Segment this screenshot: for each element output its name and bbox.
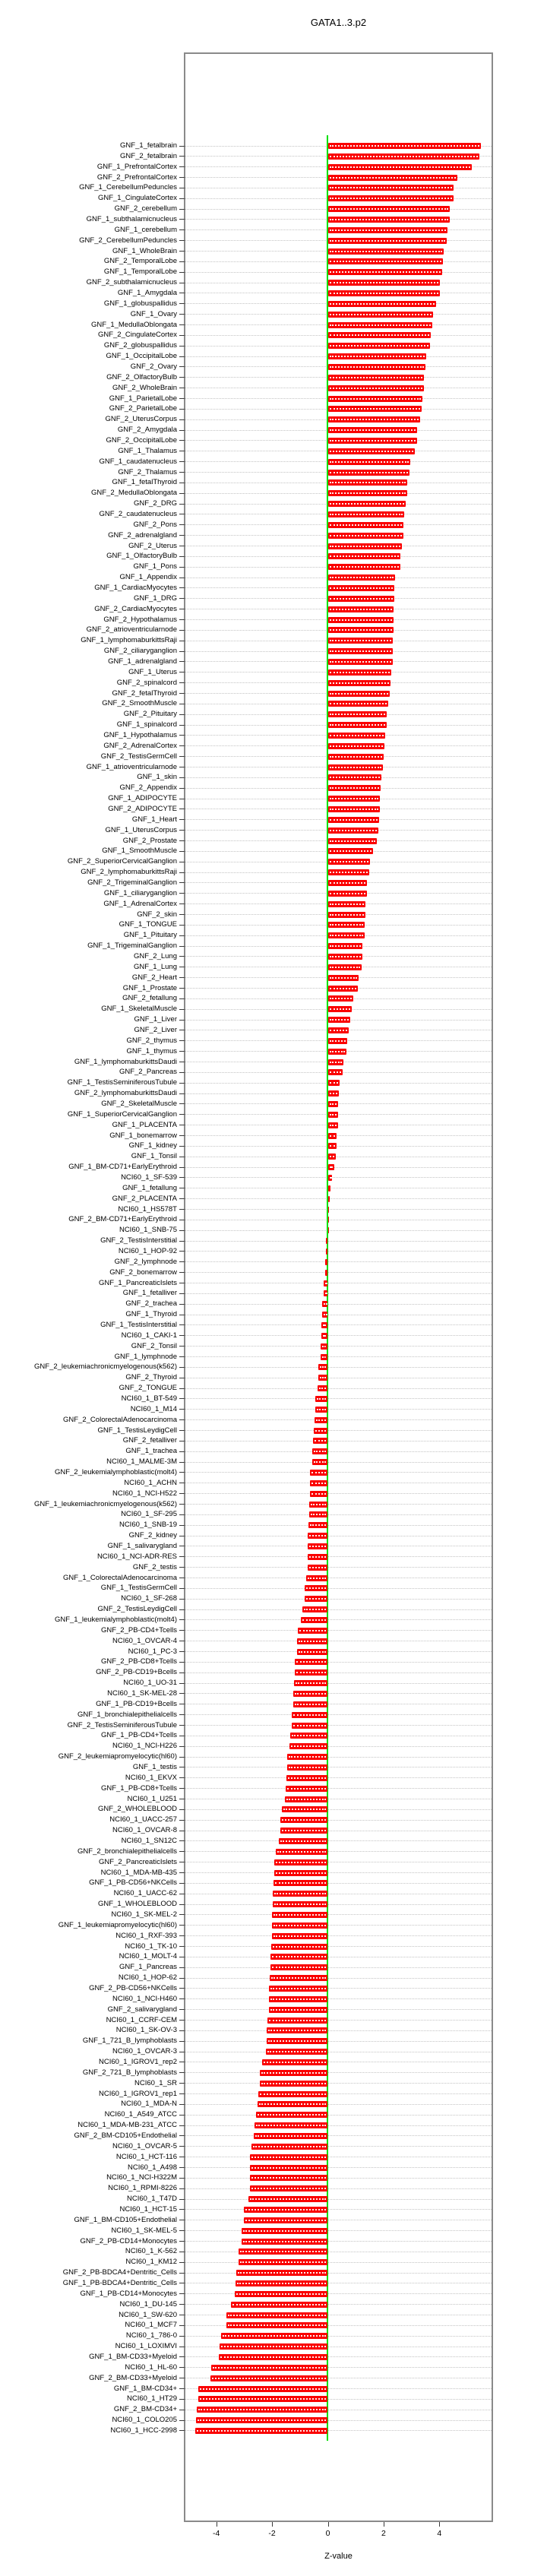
x-axis-tick-label: -4: [213, 2529, 220, 2538]
chart-title: GATA1..3.p2: [310, 17, 367, 28]
row-label: NCI60_1_SF-295: [121, 1510, 177, 1519]
x-axis-tick: [272, 2522, 273, 2527]
row-label: GNF_1_ADIPOCYTE: [108, 794, 177, 803]
row-label: GNF_1_caudatenucleus: [99, 457, 177, 466]
row-label: GNF_2_Liver: [134, 1025, 177, 1034]
row-label: GNF_1_TrigeminalGanglion: [87, 941, 177, 951]
row-label: NCI60_1_M14: [130, 1404, 177, 1413]
row-label: GNF_1_BM-CD105+Endothelial: [74, 2215, 177, 2224]
row-label: GNF_2_PB-CD19+Bcells: [96, 1668, 177, 1677]
row-label: NCI60_1_HS578T: [118, 1204, 177, 1214]
x-axis-tick-label: 4: [437, 2529, 442, 2538]
row-label: NCI60_1_SF-268: [121, 1594, 177, 1603]
row-label: GNF_2_Lung: [133, 951, 177, 960]
row-label: GNF_1_SuperiorCervicalGanglion: [67, 1109, 177, 1119]
x-axis-tick: [328, 2522, 329, 2527]
row-label: GNF_1_ColorectalAdenocarcinoma: [63, 1573, 177, 1582]
row-label: GNF_2_fetalbrain: [120, 151, 177, 160]
row-label: NCI60_1_U251: [127, 1794, 177, 1803]
row-label: NCI60_1_T47D: [126, 2195, 177, 2204]
row-label: GNF_2_PB-CD8+Tcells: [100, 1657, 177, 1666]
row-label: GNF_2_ColorectalAdenocarcinoma: [63, 1415, 177, 1424]
plot-box: [184, 52, 493, 2522]
row-label: NCI60_1_UACC-257: [109, 1815, 177, 1824]
row-label: GNF_1_globuspallidus: [103, 299, 177, 308]
row-label: GNF_1_ciliaryganglion: [103, 888, 177, 897]
row-label: GNF_1_lymphomaburkittsRaji: [81, 636, 177, 645]
row-label: GNF_2_leukemialymphoblastic(molt4): [54, 1467, 177, 1476]
row-label: NCI60_1_NCI-H522: [112, 1489, 177, 1498]
row-label: GNF_2_TONGUE: [119, 1384, 177, 1393]
row-label: GNF_2_bronchialepithelialcells: [77, 1847, 177, 1856]
row-label: GNF_1_Heart: [131, 815, 177, 824]
row-label: GNF_2_DRG: [133, 499, 177, 508]
row-label: GNF_2_SkeletalMuscle: [101, 1099, 177, 1108]
row-label: GNF_2_MedullaOblongata: [90, 489, 177, 498]
row-label: GNF_1_MedullaOblongata: [90, 320, 177, 329]
row-label: GNF_1_TemporalLobe: [103, 267, 177, 277]
row-label: GNF_1_bronchialepithelialcells: [77, 1710, 177, 1719]
row-label: NCI60_1_RPMI-8226: [108, 2184, 177, 2193]
row-label: NCI60_1_IGROV1_rep2: [99, 2057, 177, 2066]
row-label: NCI60_1_MCF7: [125, 2321, 177, 2330]
row-label: GNF_2_Uterus: [128, 541, 177, 550]
row-label: GNF_2_testis: [132, 1562, 177, 1571]
row-label: GNF_1_kidney: [128, 1141, 177, 1150]
row-label: GNF_1_PB-CD19+Bcells: [96, 1699, 177, 1708]
row-label: NCI60_1_HCT-15: [119, 2204, 177, 2214]
row-label: GNF_1_WholeBrain: [112, 246, 177, 255]
row-label: NCI60_1_BT-549: [121, 1394, 177, 1403]
row-label: GNF_2_UterusCorpus: [105, 415, 177, 424]
row-label: NCI60_1_SK-OV-3: [115, 2026, 177, 2035]
row-label: NCI60_1_A498: [128, 2163, 177, 2172]
row-label: GNF_1_testis: [132, 1762, 177, 1771]
x-axis-tick-label: 0: [325, 2529, 330, 2538]
row-label: GNF_2_WholeBrain: [112, 383, 177, 392]
row-label: GNF_1_CardiacMyocytes: [94, 583, 177, 592]
row-label: NCI60_1_HOP-62: [118, 1973, 177, 1983]
row-label: NCI60_1_SW-620: [119, 2310, 177, 2319]
row-label: GNF_1_CingulateCortex: [97, 194, 177, 203]
row-label: GNF_2_ParietalLobe: [109, 404, 177, 413]
row-label: NCI60_1_RXF-393: [115, 1931, 177, 1940]
row-label: NCI60_1_OVCAR-5: [112, 2141, 177, 2150]
row-label: GNF_1_OlfactoryBulb: [106, 552, 177, 561]
row-label: GNF_2_caudatenucleus: [99, 509, 177, 518]
row-label: NCI60_1_HCC-2998: [110, 2426, 177, 2435]
row-label: GNF_1_PB-CD8+Tcells: [100, 1783, 177, 1793]
row-label: NCI60_1_A549_ATCC: [104, 2110, 177, 2119]
row-label: GNF_1_PLACENTA: [112, 1120, 177, 1129]
row-label: GNF_2_Hypothalamus: [103, 615, 177, 624]
row-label: GNF_2_BM-CD105+Endothelial: [74, 2131, 177, 2140]
row-label: GNF_2_PancreaticIslets: [99, 1857, 177, 1866]
row-label: GNF_2_SmoothMuscle: [102, 699, 177, 708]
row-label: NCI60_1_NCI-H322M: [106, 2173, 177, 2182]
row-label: GNF_1_BM-CD34+: [113, 2384, 177, 2393]
row-label: GNF_1_Uterus: [128, 667, 177, 676]
row-label: NCI60_1_DU-145: [119, 2299, 177, 2309]
row-label: NCI60_1_CAKI-1: [121, 1331, 177, 1340]
row-label: GNF_2_721_B_lymphoblasts: [82, 2068, 177, 2077]
row-label: NCI60_1_MDA-MB-435: [100, 1868, 177, 1877]
row-label: GNF_1_subthalamicnucleus: [86, 214, 177, 223]
row-label: GNF_2_Pituitary: [123, 710, 177, 719]
row-label: GNF_1_fetallung: [122, 1183, 177, 1192]
row-label: GNF_1_PB-BDCA4+Dentritic_Cells: [62, 2278, 177, 2287]
row-label: GNF_2_TestisInterstitial: [100, 1236, 177, 1245]
row-label: GNF_2_PB-CD56+NKCells: [89, 1983, 177, 1992]
row-label: GNF_2_BM-CD34+: [113, 2405, 177, 2414]
row-label: GNF_2_Amygdala: [117, 426, 177, 435]
zero-reference-line: [327, 135, 328, 2441]
row-label: GNF_1_Pancreas: [119, 1963, 177, 1972]
row-label: GNF_2_TestisLeydigCell: [97, 1605, 177, 1614]
row-label: GNF_2_cerebellum: [114, 204, 177, 214]
row-label: GNF_1_PB-CD14+Monocytes: [80, 2289, 177, 2298]
row-label: GNF_1_Amygdala: [117, 288, 177, 297]
row-label: GNF_1_cerebellum: [114, 225, 177, 234]
row-label: GNF_2_PB-BDCA4+Dentritic_Cells: [62, 2268, 177, 2277]
row-label: GNF_1_CerebellumPeduncles: [79, 183, 177, 192]
x-axis-tick-label: -2: [268, 2529, 276, 2538]
row-label: GNF_1_WHOLEBLOOD: [98, 1900, 177, 1909]
row-label: GNF_2_TestisGermCell: [100, 752, 177, 761]
row-label: GNF_1_BM-CD33+Myeloid: [89, 2352, 177, 2361]
row-label: GNF_1_TestisGermCell: [100, 1584, 177, 1593]
row-label: NCI60_1_SR: [134, 2078, 177, 2087]
row-label: GNF_2_thymus: [126, 1036, 177, 1045]
row-label: GNF_1_skin: [137, 773, 177, 782]
row-label: GNF_1_bonemarrow: [109, 1131, 177, 1140]
row-label: GNF_1_Ovary: [130, 309, 177, 318]
row-label: GNF_1_Appendix: [119, 573, 177, 582]
row-label: NCI60_1_SNB-19: [119, 1521, 177, 1530]
row-label: GNF_2_Appendix: [119, 783, 177, 793]
row-label: GNF_2_atrioventricularnode: [86, 625, 177, 635]
row-label: GNF_2_BM-CD33+Myeloid: [89, 2373, 177, 2382]
row-label: GNF_1_BM-CD71+EarlyErythroid: [68, 1163, 177, 1172]
row-label: GNF_1_lymphomaburkittsDaudi: [74, 1057, 177, 1066]
row-label: GNF_2_Pancreas: [119, 1068, 177, 1077]
row-label: GNF_1_TestisInterstitial: [100, 1320, 177, 1329]
row-label: GNF_1_atrioventricularnode: [86, 762, 177, 771]
row-label: GNF_2_Heart: [131, 973, 177, 982]
row-label: GNF_1_DRG: [133, 593, 177, 603]
row-label: NCI60_1_SF-539: [121, 1172, 177, 1182]
row-label: GNF_1_spinalcord: [116, 720, 177, 729]
row-label: GNF_2_kidney: [128, 1531, 177, 1540]
row-label: NCI60_1_NCI-H460: [112, 1994, 177, 2003]
row-label: GNF_2_subthalamicnucleus: [86, 278, 177, 287]
row-label: GNF_2_bonemarrow: [109, 1267, 177, 1277]
row-label: GNF_2_adrenalgland: [108, 530, 177, 540]
row-label: NCI60_1_LOXIMVI: [115, 2342, 177, 2351]
row-label: GNF_2_leukemiachronicmyelogenous(k562): [34, 1362, 177, 1372]
row-label: GNF_2_Thyroid: [125, 1373, 177, 1382]
row-label: GNF_1_UterusCorpus: [105, 825, 177, 834]
row-label: GNF_2_Prostate: [122, 836, 177, 845]
row-label: GNF_2_CerebellumPeduncles: [79, 236, 177, 245]
row-label: GNF_2_TrigeminalGanglion: [87, 878, 177, 887]
row-label: GNF_1_PrefrontalCortex: [96, 162, 177, 171]
row-label: GNF_1_PB-CD4+Tcells: [100, 1731, 177, 1740]
row-label: NCI60_1_HCT-116: [115, 2152, 177, 2161]
row-label: GNF_2_salivarygland: [107, 2005, 177, 2014]
row-label: GNF_1_TestisSeminiferousTubule: [67, 1078, 177, 1087]
row-label: NCI60_1_MALME-3M: [106, 1457, 177, 1467]
row-label: GNF_1_721_B_lymphoblasts: [82, 2036, 177, 2046]
row-label: GNF_2_TestisSeminiferousTubule: [67, 1720, 177, 1729]
row-label: GNF_2_OlfactoryBulb: [106, 372, 177, 381]
row-label: GNF_1_Thyroid: [125, 1310, 177, 1319]
row-label: GNF_2_fetalliver: [122, 1436, 177, 1445]
row-label: GNF_2_PLACENTA: [112, 1194, 177, 1203]
row-label: GNF_2_PB-CD4+Tcells: [100, 1625, 177, 1635]
row-label: NCI60_1_ACHN: [124, 1478, 177, 1487]
row-label: GNF_1_fetalbrain: [120, 141, 177, 150]
row-label: GNF_1_ParietalLobe: [109, 394, 177, 403]
row-label: GNF_1_PancreaticIslets: [99, 1278, 177, 1287]
row-label: NCI60_1_CCRF-CEM: [106, 2015, 177, 2024]
row-label: GNF_2_AdrenalCortex: [103, 741, 177, 750]
row-label: NCI60_1_UACC-62: [113, 1889, 177, 1898]
row-label: NCI60_1_NCI-H226: [112, 1742, 177, 1751]
row-label: GNF_2_spinalcord: [116, 678, 177, 687]
row-label: NCI60_1_SK-MEL-5: [111, 2226, 177, 2235]
row-label: GNF_1_Pituitary: [123, 931, 177, 940]
row-label: NCI60_1_OVCAR-3: [112, 2047, 177, 2056]
row-label: GNF_1_Tonsil: [131, 1152, 177, 1161]
row-label: GNF_2_Tonsil: [131, 1341, 177, 1350]
row-label: NCI60_1_OVCAR-4: [112, 1636, 177, 1645]
row-label: GNF_2_TemporalLobe: [103, 257, 177, 266]
row-label: GNF_2_lymphnode: [114, 1257, 177, 1266]
row-label: GNF_1_Lung: [133, 962, 177, 971]
row-label: NCI60_1_HT29: [126, 2394, 177, 2404]
row-label: GNF_2_Thalamus: [118, 467, 177, 476]
row-label: GNF_2_lymphomaburkittsRaji: [81, 868, 177, 877]
row-label: GNF_2_trachea: [125, 1299, 177, 1309]
row-label: GNF_1_adrenalgland: [108, 657, 177, 666]
row-label: NCI60_1_786-0: [125, 2331, 177, 2340]
row-label: GNF_1_TONGUE: [119, 920, 177, 929]
row-label: GNF_1_OccipitalLobe: [106, 352, 177, 361]
row-label: GNF_2_ciliaryganglion: [103, 647, 177, 656]
row-label: GNF_1_Prostate: [122, 983, 177, 992]
row-label: NCI60_1_SN12C: [121, 1836, 177, 1845]
row-label: NCI60_1_UO-31: [123, 1679, 177, 1688]
row-label: GNF_2_Ovary: [130, 362, 177, 371]
row-label: GNF_2_PrefrontalCortex: [96, 172, 177, 182]
row-label: NCI60_1_MDA-MB-231_ATCC: [77, 2121, 177, 2130]
row-label: GNF_2_lymphomaburkittsDaudi: [74, 1089, 177, 1098]
row-label: GNF_1_AdrenalCortex: [103, 899, 177, 908]
row-label: GNF_2_OccipitalLobe: [106, 435, 177, 445]
row-label: GNF_2_PB-CD14+Monocytes: [80, 2236, 177, 2245]
row-label: NCI60_1_EKVX: [125, 1773, 177, 1782]
row-label: GNF_2_ADIPOCYTE: [108, 804, 177, 813]
row-label: NCI60_1_MOLT-4: [119, 1952, 177, 1961]
row-label: NCI60_1_HOP-92: [118, 1246, 177, 1255]
row-label: NCI60_1_SNB-75: [119, 1226, 177, 1235]
row-label: GNF_1_leukemiapromyelocytic(hl60): [58, 1920, 177, 1929]
row-label: NCI60_1_K-562: [125, 2247, 177, 2256]
row-label: GNF_1_fetalThyroid: [112, 478, 177, 487]
row-label: NCI60_1_MDA-N: [121, 2100, 177, 2109]
row-label: NCI60_1_IGROV1_rep1: [99, 2089, 177, 2098]
x-axis-tick: [439, 2522, 440, 2527]
row-label: GNF_2_Pons: [133, 520, 177, 529]
row-label: GNF_2_CingulateCortex: [97, 331, 177, 340]
row-label: GNF_1_PB-CD56+NKCells: [89, 1878, 177, 1888]
row-label: GNF_1_leukemiachronicmyelogenous(k562): [34, 1499, 177, 1508]
row-label: GNF_1_Hypothalamus: [103, 730, 177, 739]
row-label: GNF_1_fetalliver: [122, 1289, 177, 1298]
row-label: GNF_2_CardiacMyocytes: [94, 604, 177, 613]
row-label: GNF_1_Thalamus: [118, 446, 177, 455]
row-label: NCI60_1_TK-10: [125, 1941, 177, 1951]
row-label: NCI60_1_SK-MEL-2: [111, 1910, 177, 1919]
row-label: GNF_1_thymus: [126, 1046, 177, 1055]
row-label: NCI60_1_OVCAR-8: [112, 1826, 177, 1835]
x-axis-tick-label: 2: [381, 2529, 386, 2538]
row-label: GNF_2_fetalThyroid: [112, 688, 177, 698]
row-label: GNF_2_BM-CD71+EarlyErythroid: [68, 1215, 177, 1224]
row-label: GNF_1_Liver: [134, 1015, 177, 1024]
row-label: GNF_1_salivarygland: [107, 1541, 177, 1550]
row-label: GNF_2_skin: [137, 910, 177, 919]
row-label: NCI60_1_PC-3: [128, 1647, 177, 1656]
row-label: GNF_2_SuperiorCervicalGanglion: [67, 857, 177, 866]
row-label: NCI60_1_COLO205: [112, 2416, 177, 2425]
row-label: NCI60_1_HL-60: [125, 2362, 177, 2372]
row-label: GNF_2_leukemiapromyelocytic(hl60): [58, 1752, 177, 1761]
row-label: NCI60_1_KM12: [125, 2258, 177, 2267]
row-label: GNF_1_leukemialymphoblastic(molt4): [54, 1615, 177, 1624]
row-label: GNF_2_WHOLEBLOOD: [98, 1805, 177, 1814]
x-axis-title: Z-value: [324, 2552, 353, 2561]
row-label: GNF_1_trachea: [125, 1447, 177, 1456]
row-label: GNF_1_lymphnode: [114, 1352, 177, 1361]
row-label: GNF_1_SkeletalMuscle: [101, 1005, 177, 1014]
row-label: GNF_1_SmoothMuscle: [102, 847, 177, 856]
row-label: NCI60_1_NCI-ADR-RES: [96, 1552, 177, 1561]
row-label: GNF_2_fetallung: [122, 994, 177, 1003]
row-label: GNF_2_globuspallidus: [103, 341, 177, 350]
row-label: NCI60_1_SK-MEL-28: [107, 1688, 177, 1698]
row-label: GNF_1_Pons: [133, 562, 177, 571]
row-label: GNF_1_TestisLeydigCell: [97, 1426, 177, 1435]
